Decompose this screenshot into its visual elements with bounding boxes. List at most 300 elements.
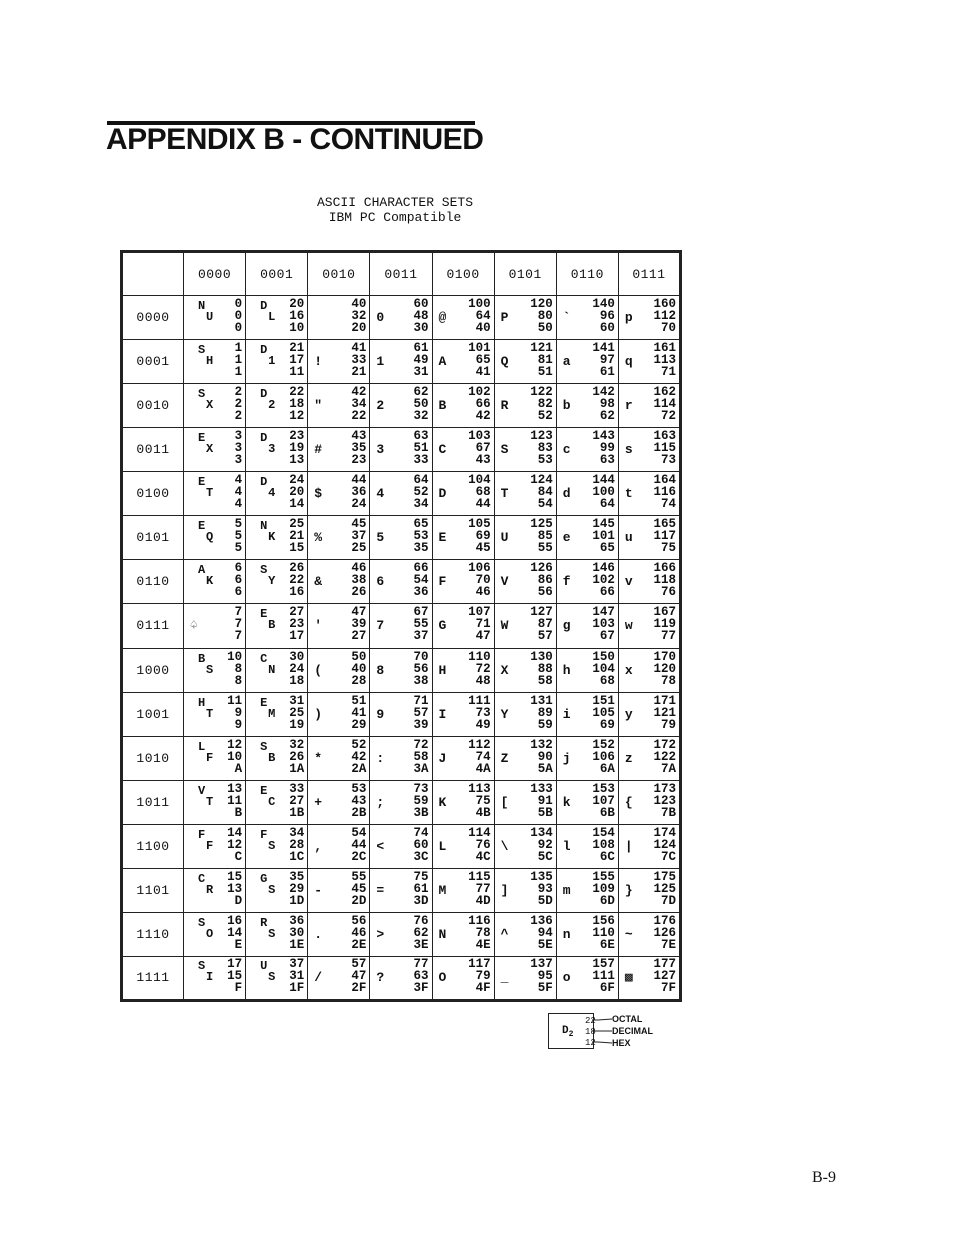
decimal-value: 69	[475, 529, 491, 544]
hex-value: 3A	[413, 761, 429, 776]
octal-value: 162	[653, 385, 676, 400]
row-header: 0011	[122, 428, 184, 472]
code-values	[468, 430, 491, 466]
octal-value: 35	[289, 869, 305, 884]
character-glyph: d	[562, 486, 571, 502]
code-cell	[556, 692, 618, 736]
code-values	[235, 606, 243, 642]
decimal-value: 91	[537, 793, 553, 808]
octal-value: 36	[289, 913, 305, 928]
code-cell	[556, 560, 618, 604]
character-glyph: K	[438, 794, 447, 810]
octal-value: 33	[289, 781, 305, 796]
code-values	[413, 298, 428, 334]
octal-value: 127	[530, 605, 553, 620]
character-glyph: +	[314, 794, 323, 810]
decimal-value: 14	[227, 925, 243, 940]
octal-value: 140	[592, 297, 615, 312]
code-cell	[184, 384, 246, 428]
decimal-value: 60	[413, 837, 429, 852]
code-values	[413, 739, 428, 775]
octal-value: 125	[530, 517, 553, 532]
code-values	[653, 695, 676, 731]
hex-value: 65	[599, 541, 615, 556]
table-row	[122, 736, 681, 780]
octal-value: 104	[468, 473, 491, 488]
code-cell	[618, 428, 680, 472]
control-char-top: R	[260, 915, 268, 930]
octal-value: 66	[413, 561, 429, 576]
octal-value: 142	[592, 385, 615, 400]
decimal-value: 116	[653, 485, 676, 500]
row-header: 0101	[122, 516, 184, 560]
control-char-top: E	[260, 695, 268, 710]
code-values	[592, 386, 615, 422]
code-values	[653, 783, 676, 819]
control-char-bottom: B	[268, 750, 276, 765]
octal-value: 41	[351, 341, 367, 356]
code-values	[227, 651, 242, 687]
code-values	[468, 958, 491, 994]
control-char-bottom: 4	[268, 486, 276, 501]
hex-value: 18	[289, 673, 305, 688]
hex-value: 1	[234, 365, 243, 380]
control-char-bottom: K	[268, 530, 276, 545]
code-values	[351, 958, 366, 994]
code-cell	[246, 648, 308, 692]
code-cell	[246, 912, 308, 956]
code-values	[351, 430, 366, 466]
decimal-value: 3	[234, 441, 243, 456]
decimal-value: 111	[592, 969, 615, 984]
decimal-value: 84	[537, 485, 553, 500]
decimal-value: 29	[289, 881, 305, 896]
hex-value: 73	[660, 453, 676, 468]
code-cell	[370, 340, 432, 384]
decimal-value: 114	[653, 397, 676, 412]
control-char-bottom: 1	[268, 354, 276, 369]
code-cell	[370, 560, 432, 604]
control-char-top: E	[198, 475, 206, 490]
octal-value: 110	[468, 649, 491, 664]
code-cell	[618, 824, 680, 868]
hex-value: 60	[599, 321, 615, 336]
column-header: 0011	[370, 252, 432, 296]
decimal-value: 99	[599, 441, 615, 456]
decimal-value: 125	[653, 881, 676, 896]
row-header: 0010	[122, 384, 184, 428]
hex-value: 55	[537, 541, 553, 556]
octal-value: 64	[413, 473, 429, 488]
octal-value: 55	[351, 869, 367, 884]
decimal-value: 49	[413, 353, 429, 368]
character-glyph: ?	[376, 970, 385, 986]
hex-value: 44	[475, 497, 491, 512]
code-values	[351, 695, 366, 731]
character-glyph: !	[314, 354, 323, 370]
code-values	[592, 562, 615, 598]
control-char-top: D	[260, 387, 268, 402]
code-cell	[494, 736, 556, 780]
octal-value: 75	[413, 869, 429, 884]
decimal-value: 101	[592, 529, 615, 544]
code-values	[227, 915, 242, 951]
code-values	[592, 518, 615, 554]
hex-value: 21	[351, 365, 367, 380]
code-cell	[246, 736, 308, 780]
control-char-bottom: L	[268, 310, 276, 325]
code-values	[289, 958, 304, 994]
code-values	[468, 386, 491, 422]
hex-value: 25	[351, 541, 367, 556]
decimal-value: 113	[653, 353, 676, 368]
code-cell	[618, 604, 680, 648]
character-glyph: Z	[500, 750, 509, 766]
code-cell	[618, 296, 680, 340]
table-row	[122, 912, 681, 956]
control-char-bottom: B	[268, 618, 276, 633]
decimal-value: 6	[234, 573, 243, 588]
character-glyph: #	[314, 442, 323, 458]
octal-value: 115	[468, 869, 491, 884]
code-cell	[494, 384, 556, 428]
code-values	[227, 739, 242, 775]
code-cell	[184, 472, 246, 516]
octal-value: 120	[530, 297, 553, 312]
octal-value: 4	[234, 473, 243, 488]
character-glyph: `	[562, 310, 571, 326]
code-values	[235, 518, 243, 554]
caption-line-1: ASCII CHARACTER SETS	[316, 195, 474, 210]
code-values	[413, 430, 428, 466]
octal-value: 27	[289, 605, 305, 620]
column-header: 0100	[432, 252, 494, 296]
character-glyph: P	[500, 310, 509, 326]
code-cell	[618, 956, 680, 1000]
code-values	[653, 958, 676, 994]
hex-value: 12	[289, 409, 305, 424]
column-header: 0001	[246, 252, 308, 296]
control-char-bottom: U	[206, 310, 214, 325]
control-char-bottom: T	[206, 794, 214, 809]
code-cell	[246, 472, 308, 516]
octal-value: 47	[351, 605, 367, 620]
code-values	[468, 739, 491, 775]
control-char-bottom: C	[268, 794, 276, 809]
hex-value: 69	[599, 717, 615, 732]
code-cell	[246, 560, 308, 604]
octal-value: 24	[289, 473, 305, 488]
octal-value: 121	[530, 341, 553, 356]
character-glyph: 4	[376, 486, 385, 502]
octal-value: 141	[592, 341, 615, 356]
hex-value: 31	[413, 365, 429, 380]
character-glyph: -	[314, 882, 323, 898]
octal-value: 57	[351, 957, 367, 972]
octal-value: 112	[468, 737, 491, 752]
decimal-value: 51	[413, 441, 429, 456]
decimal-value: 118	[653, 573, 676, 588]
code-cell	[494, 868, 556, 912]
character-glyph: ]	[500, 882, 509, 898]
decimal-value: 105	[592, 705, 615, 720]
decimal-value: 32	[351, 309, 367, 324]
hex-value: 63	[599, 453, 615, 468]
character-glyph: |	[624, 838, 633, 854]
octal-value: 52	[351, 737, 367, 752]
code-cell	[184, 604, 246, 648]
decimal-value: 9	[234, 705, 243, 720]
octal-value: 122	[530, 385, 553, 400]
control-char-bottom: S	[206, 662, 214, 677]
decimal-value: 40	[351, 661, 367, 676]
character-glyph: G	[438, 618, 447, 634]
control-char-top: G	[260, 871, 268, 886]
code-values	[289, 386, 304, 422]
hex-value: 30	[413, 321, 429, 336]
character-glyph: w	[624, 618, 633, 634]
octal-value: 53	[351, 781, 367, 796]
hex-value: 75	[660, 541, 676, 556]
hex-value: 5D	[537, 893, 553, 908]
octal-value: 21	[289, 341, 305, 356]
octal-value: 163	[653, 429, 676, 444]
octal-value: 136	[530, 913, 553, 928]
character-glyph: h	[562, 662, 571, 678]
character-glyph: &	[314, 574, 323, 590]
legend-hex-label: HEX	[612, 1038, 631, 1048]
code-values	[592, 606, 615, 642]
code-values	[289, 430, 304, 466]
character-glyph: {	[624, 794, 633, 810]
decimal-value: 68	[475, 485, 491, 500]
octal-value: 3	[234, 429, 243, 444]
code-values	[592, 298, 615, 334]
character-glyph: 1	[376, 354, 385, 370]
octal-value: 152	[592, 737, 615, 752]
decimal-value: 39	[351, 617, 367, 632]
character-glyph: q	[624, 354, 633, 370]
decimal-value: 86	[537, 573, 553, 588]
hex-value: 33	[413, 453, 429, 468]
row-header: 1110	[122, 912, 184, 956]
control-char-top: U	[260, 959, 268, 974]
row-header: 0100	[122, 472, 184, 516]
character-glyph: B	[438, 398, 447, 414]
character-glyph: 3	[376, 442, 385, 458]
code-cell	[618, 384, 680, 428]
octal-value: 72	[413, 737, 429, 752]
hex-value: 5F	[537, 981, 553, 996]
hex-value: 8	[234, 673, 243, 688]
octal-value: 32	[289, 737, 305, 752]
code-values	[351, 739, 366, 775]
hex-value: 4F	[475, 981, 491, 996]
code-cell	[308, 472, 370, 516]
code-cell	[184, 296, 246, 340]
hex-value: 22	[351, 409, 367, 424]
hex-value: 2E	[351, 937, 367, 952]
character-glyph: 0	[376, 310, 385, 326]
octal-value: 161	[653, 341, 676, 356]
code-values	[289, 518, 304, 554]
character-glyph: m	[562, 882, 571, 898]
control-char-top: L	[198, 739, 206, 754]
code-values	[530, 739, 553, 775]
octal-value: 157	[592, 957, 615, 972]
decimal-value: 1	[234, 353, 243, 368]
decimal-value: 21	[289, 529, 305, 544]
code-cell	[308, 824, 370, 868]
decimal-value: 73	[475, 705, 491, 720]
hex-value: 4E	[475, 937, 491, 952]
character-glyph: 5	[376, 530, 385, 546]
table-row	[122, 516, 681, 560]
code-cell	[556, 956, 618, 1000]
code-values	[468, 783, 491, 819]
octal-value: 132	[530, 737, 553, 752]
decimal-value: 70	[475, 573, 491, 588]
control-char-bottom: Y	[268, 574, 276, 589]
code-cell	[556, 648, 618, 692]
control-char-top: N	[198, 299, 206, 314]
octal-value: 44	[351, 473, 367, 488]
control-char-bottom: 2	[268, 398, 276, 413]
code-cell	[432, 780, 494, 824]
character-glyph: r	[624, 398, 633, 414]
octal-value: 43	[351, 429, 367, 444]
octal-value: 20	[289, 297, 305, 312]
row-header: 0110	[122, 560, 184, 604]
code-values	[413, 827, 428, 863]
code-cell	[370, 956, 432, 1000]
character-glyph: E	[438, 530, 447, 546]
hex-value: 1B	[289, 805, 305, 820]
code-values	[530, 827, 553, 863]
decimal-value: 122	[653, 749, 676, 764]
code-values	[289, 562, 304, 598]
octal-value: 135	[530, 869, 553, 884]
character-glyph: S	[500, 442, 509, 458]
legend-decimal-value: 18	[585, 1027, 596, 1037]
character-glyph: O	[438, 970, 447, 986]
octal-value: 105	[468, 517, 491, 532]
code-values	[227, 827, 242, 863]
character-glyph: I	[438, 706, 447, 722]
decimal-value: 52	[413, 485, 429, 500]
hex-value: 52	[537, 409, 553, 424]
control-char-top: E	[198, 431, 206, 446]
octal-value: 151	[592, 693, 615, 708]
character-glyph: F	[438, 574, 447, 590]
code-cell	[494, 472, 556, 516]
octal-value: 174	[653, 825, 676, 840]
decimal-value: 121	[653, 705, 676, 720]
character-glyph: a	[562, 354, 571, 370]
hex-value: 70	[660, 321, 676, 336]
hex-value: 7E	[660, 937, 676, 952]
code-values	[530, 958, 553, 994]
code-values	[592, 430, 615, 466]
hex-value: B	[234, 805, 243, 820]
decimal-value: 4	[234, 485, 243, 500]
hex-value: 29	[351, 717, 367, 732]
character-glyph: s	[624, 442, 633, 458]
octal-value: 153	[592, 781, 615, 796]
code-values	[468, 298, 491, 334]
decimal-value: 100	[592, 485, 615, 500]
decimal-value: 16	[289, 309, 305, 324]
octal-value: 143	[592, 429, 615, 444]
character-glyph: ,	[314, 838, 323, 854]
character-glyph: V	[500, 574, 509, 590]
octal-value: 173	[653, 781, 676, 796]
decimal-value: 65	[475, 353, 491, 368]
code-values	[413, 386, 428, 422]
hex-value: 19	[289, 717, 305, 732]
hex-value: 28	[351, 673, 367, 688]
character-glyph: 9	[376, 706, 385, 722]
code-values	[592, 958, 615, 994]
control-char-bottom: Q	[206, 530, 214, 545]
decimal-value: 106	[592, 749, 615, 764]
code-cell	[432, 648, 494, 692]
hex-value: 11	[289, 365, 305, 380]
code-values	[653, 474, 676, 510]
code-cell	[494, 780, 556, 824]
code-values	[530, 651, 553, 687]
octal-value: 12	[227, 737, 243, 752]
row-header: 0001	[122, 340, 184, 384]
code-cell	[308, 912, 370, 956]
code-values	[530, 518, 553, 554]
decimal-value: 27	[289, 793, 305, 808]
code-values	[653, 430, 676, 466]
code-cell	[556, 824, 618, 868]
code-cell	[246, 428, 308, 472]
decimal-value: 33	[351, 353, 367, 368]
character-glyph: t	[624, 486, 633, 502]
decimal-value: 25	[289, 705, 305, 720]
octal-value: 101	[468, 341, 491, 356]
hex-value: 10	[289, 321, 305, 336]
code-values	[289, 651, 304, 687]
corner-cell	[122, 252, 184, 296]
octal-value: 7	[234, 605, 243, 620]
table-row	[122, 340, 681, 384]
code-values	[351, 827, 366, 863]
control-char-top: N	[260, 519, 268, 534]
hex-value: 27	[351, 629, 367, 644]
octal-value: 170	[653, 649, 676, 664]
code-values	[351, 562, 366, 598]
control-char-bottom: S	[268, 838, 276, 853]
character-glyph: v	[624, 574, 633, 590]
code-values	[592, 342, 615, 378]
code-values	[413, 915, 428, 951]
code-cell	[370, 296, 432, 340]
table-row	[122, 560, 681, 604]
code-values	[413, 871, 428, 907]
character-glyph: ♤	[190, 618, 198, 634]
decimal-value: 42	[351, 749, 367, 764]
hex-value: 40	[475, 321, 491, 336]
code-cell	[308, 736, 370, 780]
control-char-top: D	[260, 299, 268, 314]
code-cell	[432, 296, 494, 340]
code-cell	[618, 868, 680, 912]
control-char-top: C	[198, 871, 206, 886]
